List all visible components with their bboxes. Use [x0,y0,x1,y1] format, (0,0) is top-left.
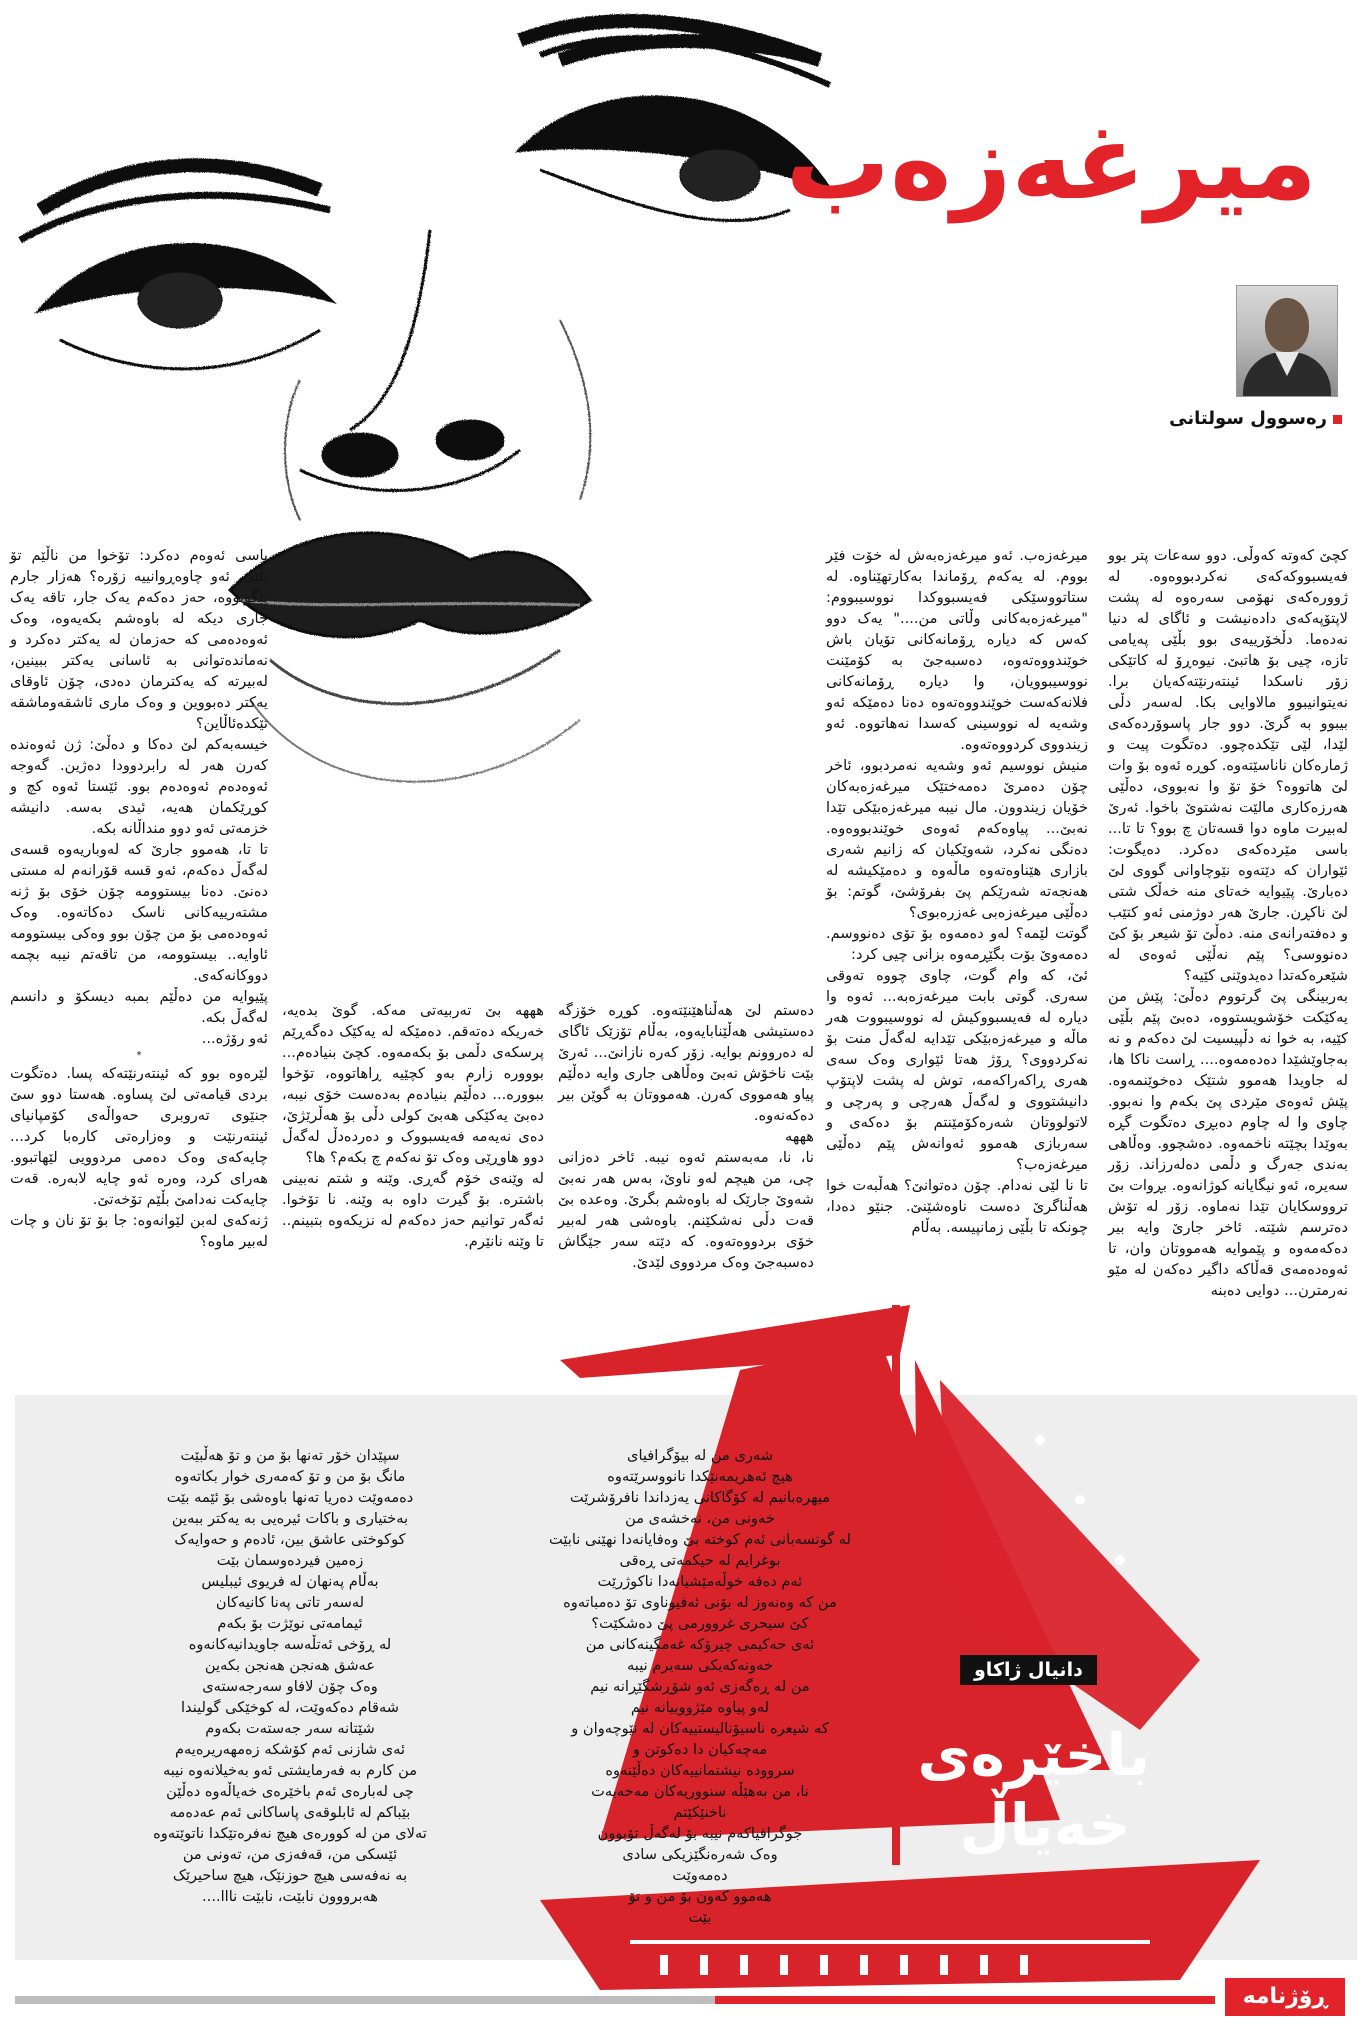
article-column-1 [1108,545,1348,1301]
poem-line: عەشق هەنجن هەنجن بکەین [204,1657,376,1674]
poem-column-left [110,1445,470,1907]
article-title: میرغەزەب [785,101,1317,223]
paragraph: ژنەکەی لەبن لێوانەوە: جا بۆ تۆ نان و چات لەبیر ماوە؟ [10,1212,268,1250]
poem-line: خەونی من، نەخشەی من [625,1510,775,1527]
poem-line: من لە ڕەگەزی ئەو شۆڕشگێڕانە نیم [590,1678,810,1695]
poem-column-right [520,1445,880,1928]
poem-title-line: باخێرەی [917,1721,1150,1789]
poem-line: وەک شەرەنگێزیکی سادی [622,1846,778,1863]
paragraph: ئەو رۆژە... [201,1030,268,1047]
paragraph: میرغەزەب. ئەو میرغەزەبەش لە خۆت فێر بووم. لە یەکەم ڕۆماندا بەکارتهێناوە. لە ستاتووسێکی فەیسبووکدا نووسیبووم: "میرغەزەبەکانی وڵاتی من...." یەک دوو کەس کە دیارە ڕۆمانەکانی تۆیان باش خوێندووەتەوە، دەسبەجێ بە کۆمێنت نووسیبوویان، وا دیارە ڕۆمانەکانی فلانەکەست خوێندووەتەوە دەنا دەمێکە ئەو وشەیە لە نووسینی کەسدا نەهاتووە. ئەو زیندووی کردووەتەوە. [826,547,1088,753]
poem-line: بەڵام پەنهان لە فریوی ئیبلیس [201,1573,379,1590]
article-column-4 [282,1000,544,1252]
poem-line: ئێسکی من، قەفەزی من، تەونی من [182,1846,398,1863]
poem-line: مانگ بۆ من و تۆ کەمەری خوار بکاتەوە [174,1468,406,1485]
paragraph: پێیوایە من دەڵێم بمبە دیسکۆ و دانسم لەگەڵ بکە. [10,988,268,1026]
paragraph: بەربینگی پێ گرتووم دەڵێ: پێش من یەکێکت خۆشویستووە، دەبێ پێم بڵێی کێیە، بە خوا نە دڵپیسیت لێ دەکەم و نە بەجاوێشێدا دەدەمەوە.... ڕاست ناکا ها، لە جاویدا هەموو شتێک دەخوێنمەوە. پێش ئەوەی مێردی پێ بکەم وا نەبوو. چاوی وا لە چاوم دەبڕی دەتگوت گڕە بەوێدا بچێتە ناخمەوە. دەشچوو. وەڵاهی بەندی جەرگ و دڵمی دەلەرزاند. زۆر سەیرە، ئەو نیگایانە کوژانەوە. بڕوات بێ ترووسکایان تێدا نەماوە. زۆر لە تۆش دەترسم شێتە. ئاخر جارێ وایە بیر دەکەمەوە و پێموایە هەمووتان وان، تا ئەوەدەمەی قەڵاکە داگیر دەکەن لە مێو نەرمترن... دوایی دەبنە [1108,988,1348,1299]
poem-line: ناخنێکێتم [673,1804,727,1821]
paragraph: هههه بێ تەربیەتی مەکە. گوێ بدەیە، خەریکە دەتەقم. دەمێکە لە یەکێک دەگەڕێم پرسکەی دڵمی بۆ بکەمەوە. کچێ بنیادەم... بووورە زارم بەو کچێیە ڕاهاتووە، تۆخوا ببوورە... دەڵێم بنیادەم بەدەست خۆی نیبە، دەبێ یەکێکی هەبێ کولی دڵی بۆ هەڵرێژێ، دەی نەیەمە فەیسبووک و دەردەدڵ لەگەڵ دوو هاوڕێی وەک تۆ نەکەم چ بکەم؟ ها؟ [282,1002,544,1166]
section-separator: * [136,1050,142,1061]
poem-title [917,1720,1150,1860]
paragraph: ئێ، کە وام گوت، چاوی چووە تەوقی سەری. گوتی بابت میرغەزەبە... ئەوە وا دیارە لە فەیسبووکیش لە نووسیبووت هەر ماڵە و میرغەزەبێکی تێدایە لەگەڵ منت بۆ نەکردووی؟ ڕۆژ هەتا ئێواری وەک سەی هەری ڕاکەراکەمە، توش لە پشت لاپتۆپ دانیشتووی و لەگەڵ هەرچی و پەرچی و لاتولووتان شەرەکۆمێنتم بۆ دەکەی و سەربازی هەموو ئەوانەش پێم دەڵێی میرغەزەب؟ [826,967,1088,1173]
author-photo [1236,285,1338,397]
poem-line: هەبرووون نابێت، نابێت نااا.... [202,1888,378,1905]
poem-line: لە گوتسەبانی ئەم کوختە بێ وەفایانەدا نهێنی نابێت [549,1531,851,1548]
poem-line: بێت [688,1909,712,1926]
poem-line: چی لەبارەی ئەم باخێرەی خەیاڵەوە دەڵێن [166,1783,414,1800]
paragraph: لە وێنەی خۆم گەڕی. وێنە و شتم نەبینی باشترە. بۆ گیرت داوە بە وێنە. نا تۆخوا. ئەگەر توانیم حەز دەکەم لە نزیکەوە بتبینم.. تا وێنە نانێرم. [282,1170,544,1250]
paragraph: تا نا لێی نەدام. چۆن دەتوانێ؟ هەڵبەت خوا هەڵناگرێ دەست ناوەشێنێ. جنێو دەدا، چونکە تا بڵێی زمانپیسە. بەڵام [826,1177,1088,1236]
author-name: رەسوول سولتانی [1169,408,1327,429]
poem-line: ئیمامەتی نوێژت بۆ بکەم [217,1615,363,1632]
article-column-5 [10,545,268,1252]
poem-line: هیچ ئەهریمەنێکدا نانووسرێتەوە [607,1468,793,1485]
paragraph: خیسەبەکم لێ دەکا و دەڵێ: ژن ئەوەندە کەرن هەر لە رابردوودا دەژین. گەوجە ئەوەدەم ئەوەدەم بوو. ئێستا ئەوە کچ و کوڕێکمان هەیە، ئیدی بەسە. دانیشە خزمەتی ئەو دوو منداڵانە بکە. [10,736,268,837]
poem-line: بەختیاری و باکات ئیرەیی بە یەکتر ببەین [171,1510,409,1527]
poem-line: ئەی شازنی ئەم کۆشکە زەمهەریرەیەم [174,1741,406,1758]
poem-line: ئەم دەفە خوڵەمێشیانەدا ناکوژرێت [597,1573,803,1590]
poem-line: بوغرایم لە حیکمەتی ڕەقی [619,1552,781,1569]
poem-line: شەری من لە بیۆگرافیای [627,1447,773,1464]
article-column-3 [558,1000,814,1273]
poem-line: لەسەر تاتی پەنا کانیەکان [215,1594,365,1611]
paragraph: باسی ئەوەم دەکرد: تۆخوا من ناڵێم تۆ بڵێی، ئەو چاوەڕوانییە زۆرە؟ هەزار جارم پێگوتووە، حەز دەکەم یەک جار، تاقە یەک جاری دیکە لە باوەشم بکەیەوە، وەک ئەوەدەمی کە حەزمان لە یەکتر دەکرد و نەماندەتوانی بە ئاسانی یەکتر ببینین، لەبیرتە کە یەکترمان دەدی، چۆن ئاوقای یەکتر دەبووین و وەک ماری ئاشقەوماشقە تێکدەئاڵاین؟ [10,547,268,732]
poem-line: شێتانە سەر جەستەت بکەوم [205,1720,375,1737]
poem-line: تەلای من لە کوورەی هیچ نەفرەتێکدا ناتوێتەوە [153,1825,427,1842]
footer-rule-gray [15,1996,715,2004]
poem-line: خەونەکەیکی سەیرم نیبە [626,1657,773,1674]
paragraph: منیش نووسیم ئەو وشەیە نەمردبوو، ئاخر چۆن دەمرێ دەمەختێک میرغەزەبەکان خۆیان زیندوون. مال نیبە میرغەزەبێکی تێدا نەبێ... پیاوەکەم ئەوەی خوێندبووەوە. دەنگی نەکرد، شەوێکیان کە زانیم شەری بازاری هێناوەتەوە ماڵەوە و دەمێکیشە لە هەنجەتە شەرێکم پێ بفرۆشێ، گوتم: بۆ دەڵێی میرغەزەبی غەزرەبوی؟ [826,757,1088,921]
poem-line: بە نەفەسی هیچ حوزنێک، هیچ ساحیرێک [172,1867,408,1884]
poem-line: ئەی حەکیمی چیرۆکە غەمگینەکانی من [585,1636,815,1653]
poem-line: کێ سیحری غروورمی پێ دەشکێت؟ [591,1615,809,1632]
paragraph: هههه [785,1128,814,1145]
eye-right [520,98,830,190]
newspaper-logo: ڕۆژنامە [1225,1978,1345,2016]
paragraph: کچێ کەوتە کەوڵی. دوو سەعات پتر بوو فەیسبووکەکەی نەکردبووەوە. لە ژوورەکەی نهۆمی سەرەوە لە پشت لاپتۆپەکەی دادەنیشت و ئاگای لە دنیا نەدەما. دڵخۆرییەی بوو بڵێی پەیامی تازە، چیی بۆ هاتبێ. نیوەڕۆ لە کاتێکی زۆر ناسکدا ئینتەرنێتەکەیان برا. نەیتوانیبوو مالاوایی بکا. لەسەر دڵی بیبوو بە گرێ. دوو جار پاسوۆردەکەی لێدا، لێی تێکدەچوو. دەتگوت پیت و ژمارەکان ناناسێتەوە. کوڕە ئەوە بۆ وات لێ هاتووە؟ خۆ تۆ وا نەبووی، دەڵێی هەرزەکاری مالێت نەشتوێ باخوا. ئەرێ لەبیرت ماوە دوا قسەتان چ بوو؟ تا تا... باسی مێردەکەی دەکرد. دەیگوت: ئێواران کە دێتەوە نێوچاوانی گووی لێ دەبارێ. پێیوایە خەتای منە خەڵک شتی لێ ناکڕن. جارێ هەر دوژمنی ئەو کتێب و دەفتەرانەی منە. دەڵێ تۆ شیعر بۆ کێ دەنووسی؟ پێم نەڵێی ئەوەی لە شێعرەکەتدا دەیدوێنی کێیە؟ [1108,547,1348,984]
poem-author: دانیال ژاکاو [960,1655,1097,1685]
bullet-square-icon [1333,415,1342,424]
poem-line: کوکوختی عاشق بین، ئادەم و حەوایەک [174,1531,406,1548]
article-column-2 [826,545,1088,1238]
poem-line: مەچەکیان دا دەکوتن و [632,1741,768,1758]
footer-rule-red [715,1996,1215,2004]
lips [230,533,590,637]
poem-line: دەمەوێت دەریا تەنها باوەشی بۆ ئێمە بێت [166,1489,414,1506]
poem-line: سپێدان خۆر تەنها بۆ من و تۆ هەڵبێت [180,1447,400,1464]
poem-line: دەمەوێت [672,1867,728,1884]
nose [350,230,430,430]
poem-line: لە ڕۆخی ئەتڵەسە جاویدانیەکانەوە [188,1636,392,1653]
poem-line: شەقام دەکەوێت، لە کوخێکی گولیندا [181,1699,399,1716]
poem-line: بێباکم لە ئابلوقەی پاساکانی ئەم عەدەمە [169,1804,411,1821]
poem-line: لەو پیاوە مێژووییانە نیم [630,1699,770,1716]
paragraph: لێرەوە بوو کە ئینتەرنێتەکە پسا. دەتگوت بردی قیامەتی لێ پساوە. هەستا دوو سێ جنێوی تەروبری حەواڵەی کۆمپانیای ئینتەرنێت و وەزارەتی کارەبا کرد... چایەکەی وەک دەمی مردوویی لێهاتبوو. هەرای کرد، وەرە ئەو چایە لابەرە. قەت چایەکت نەدامێ بڵێم تۆخەتێ. [10,1065,268,1208]
paragraph: تا تا، هەموو جارێ کە لەوباریەوە قسەی لەگەڵ دەکەم، ئەو قسە قۆرانەم لە مستی دەنێ. دەنا بیستوومە چۆن خۆی بۆ ژنە مشتەرییەکانی ناسک دەکاتەوە. وەک ئەوەدەمی بۆ من چۆن بوو وەکی بیستوومە ئاوایە.. بیستوومە، من تاقەتم نیبە بچمە دووکانەکەی. [10,841,268,984]
poem-line: من کە وەنەوز لە بۆنی ئەفیوناوی تۆ دەمباتەوە [563,1594,837,1611]
author-byline [1169,408,1342,429]
poem-line: کە شیعرە ناسیۆنالیستییەکان لە نێوچەوان و [571,1720,829,1737]
poem-line: من کارم بە فەرمایشتی ئەو بەخیلانەوە نیبە [162,1762,418,1779]
poem-line: هەموو کەون بۆ من و تۆ [628,1888,772,1905]
poem-line: جوگرافیاکەم نیبە بۆ لەگەڵ تۆبوون [597,1825,803,1842]
paragraph: گوتت لێمە؟ لەو دەمەوە بۆ تۆی دەنووسم. دەمەوێ بۆت بگێڕمەوە بزانی چیی کرد: [826,925,1088,963]
poem-line: نا، من بەهێڵە سنووریەکان مەحەبەت [591,1783,809,1800]
poem-line: میهرەبانیم لە کۆگاکانی یەزداندا نافرۆشرێت [569,1489,831,1506]
poem-title-line: خەیاڵ [959,1791,1131,1859]
poem-line: زەمین فیردەوسمان بێت [216,1552,364,1569]
paragraph: نا، نا، مەبەستم ئەوە نیبە. ئاخر دەزانی چی، من هیچم لەو ناوێ، بەس هەر نەبێ شەوێ جارێک لە باوەشم بگرێ. وەعدە بێ قەت دڵی نەشکێنم. باوەشی هەر لەبیر خۆی بردووەتەوە. کە دێتە سەر جێگاش دەسبەجێ وەک مردووی لێدێ. [558,1149,814,1271]
poem-line: وەک چۆن لافاو سەرجەستەی [202,1678,378,1695]
poem-line: سروودە نیشتمانییەکان دەڵێنەوە [605,1762,795,1779]
paragraph: دەستم لێ هەڵناهێنێتەوە. کوڕە خۆزگە دەستیشی هەڵێنابایەوە، بەڵام تۆزێک ئاگای لە دەروونم بوایە. زۆر کەرە نازانێ... ئەرێ بێت ناخۆش نەبێ وەڵاهی جاری وایە دەڵێم پیاو هەمووی کەرن. هەمووتان بە گوێن بیر دەکەنەوە. [558,1002,814,1124]
